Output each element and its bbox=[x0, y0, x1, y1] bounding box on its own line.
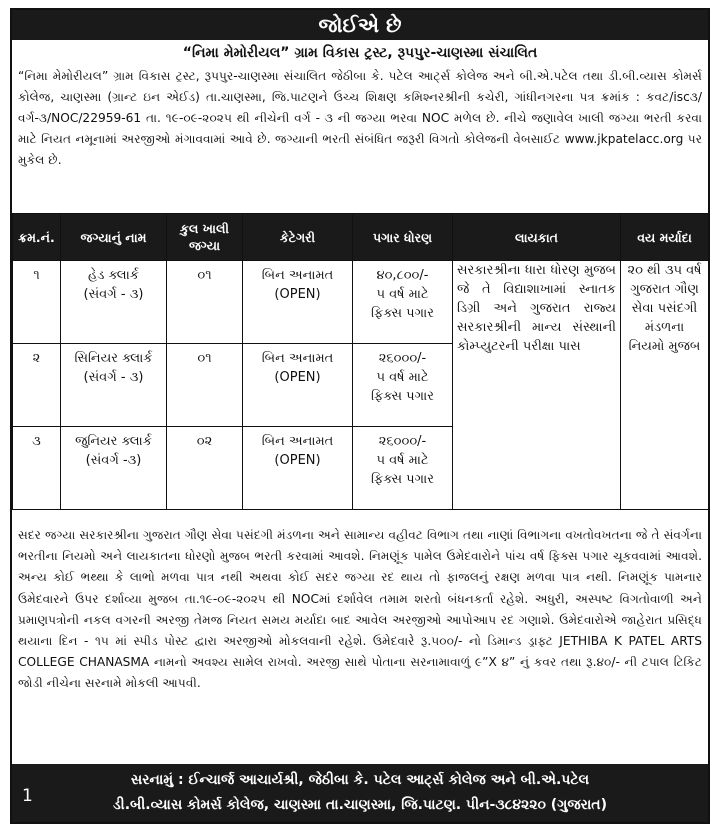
header-pay: પગાર ધોરણ bbox=[353, 214, 453, 261]
header-vacancy: કુલ ખાલી જગ્યા bbox=[167, 214, 243, 261]
pay-duration: ૫ વર્ષ માટે bbox=[376, 370, 429, 385]
row-vacancy: ૦૧ bbox=[167, 261, 243, 344]
row-post bbox=[61, 261, 167, 344]
pay-amount: ૪૦,૮૦૦/- bbox=[376, 268, 429, 283]
row-vacancy: ૦૨ bbox=[167, 427, 243, 510]
header-qualification: લાયકાત bbox=[453, 214, 621, 261]
category-en: (OPEN) bbox=[274, 453, 321, 468]
vacancy-table bbox=[12, 213, 709, 510]
row-post bbox=[61, 427, 167, 510]
intro-paragraph: “નિમા મેમોરીયલ” ગ્રામ વિકાસ ટ્રસ્ટ, રૂપપુર-ચાણસ્મા સંચાલિત જેઠીબા કે. પટેલ આર્ટ્સ કોલેજ અને બી.એ.પટેલ તથા ડી.બી.વ્યાસ કોમર્સ કોલેજ, ચાણસ્મા (ગ્રાન્ટ ઇન એઈડ) તા.ચાણસ્મા, જિ.પાટણને ઉચ્ચ શિક્ષણ કમિશ્નરશ્રીની કચેરી, ગાંધીનગરના પત્ર ક્રમાંક : કવટ/isc૩/વર્ગ-૩/NOC/22959-61 તા. ૧૯-૦૯-૨૦૨૫ થી નીચેની વર્ગ - ૩ ની જગ્યા ભરવા NOC મળેલ છે. નીચે જણાવેલ ખાલી જગ્યા ભરતી કરવા માટે નિયત નમૂનામાં અરજીઓ મંગાવવામાં આવે છે. જગ્યાની ભરતી સંબંધિત જરૂરી વિગતો કોલેજની વેબસાઈટ www.jkpatelacc.org પર મુકેલ છે. bbox=[18, 69, 702, 167]
table-row bbox=[13, 261, 709, 344]
table-header-row bbox=[13, 214, 709, 261]
banner-heading: જોઈએ છે bbox=[12, 10, 708, 40]
category-gu: બિન અનામત bbox=[261, 434, 334, 449]
post-cadre: (સંવર્ગ -૩) bbox=[85, 453, 142, 468]
pay-amount: ૨૬૦૦૦/- bbox=[378, 351, 427, 366]
header-category: કેટેગરી bbox=[243, 214, 353, 261]
post-name: જુનિયર ક્લાર્ક bbox=[75, 434, 152, 449]
post-name: સિનિયર ક્લાર્ક bbox=[74, 351, 153, 366]
row-pay bbox=[353, 344, 453, 427]
advertisement bbox=[10, 8, 710, 824]
row-serial: ૩ bbox=[13, 427, 61, 510]
row-category bbox=[243, 344, 353, 427]
page-number: 1 bbox=[22, 786, 33, 806]
category-en: (OPEN) bbox=[274, 287, 321, 302]
row-vacancy: ૦૧ bbox=[167, 344, 243, 427]
qualification-cell: સરકારશ્રીના ધારા ધોરણ મુજબ જે તે વિદ્યાશાખામાં સ્નાતક ડિગ્રી અને ગુજરાત રાજ્ય સરકારશ્રીની માન્ય સંસ્થાની કોમ્પ્યુટરની પરીક્ષા પાસ bbox=[453, 261, 621, 510]
row-pay bbox=[353, 261, 453, 344]
pay-amount: ૨૬૦૦૦/- bbox=[378, 434, 427, 449]
pay-duration: ૫ વર્ષ માટે bbox=[376, 453, 429, 468]
pay-type: ફિક્સ પગાર bbox=[371, 389, 434, 404]
header-age-limit: વય મર્યાદા bbox=[621, 214, 709, 261]
post-name: હેડ ક્લાર્ક bbox=[88, 268, 139, 283]
address-line-2: ડી.બી.વ્યાસ કોમર્સ કોલેજ, ચાણસ્મા તા.ચાણસ્મા, જિ.પાટણ. પીન-૩૮૪૨૨૦ (ગુજરાત) bbox=[113, 797, 607, 813]
row-category bbox=[243, 261, 353, 344]
category-gu: બિન અનામત bbox=[261, 351, 334, 366]
terms-paragraph: સદર જગ્યા સરકારશ્રીના ગુજરાત ગૌણ સેવા પસંદગી મંડળના અને સામાન્ય વહીવટ વિભાગ તથા નાણાં વિભાગના વખતોવખતના જે તે સંવર્ગના ભરતીના નિયમો અને લાયકાતના ધોરણો મુજબ ભરતી કરવામાં આવશે. નિમણૂંક પામેલ ઉમેદવારોને પાંચ વર્ષ ફિક્સ પગાર ચૂકવવામાં આવશે. અન્ય કોઈ ભથ્થા કે લાભો મળવા પાત્ર નથી અથવા કોઈ સદર જગ્યા રદ થાય તો ફાજલનું રક્ષણ મળવા પાત્ર નથી. નિમણૂંક પામનાર ઉમેદવારને ઉપર દર્શાવ્યા મુજબ તા.૧૯-૦૯-૨૦૨૫ થી NOCમાં દર્શાવેલ તમામ શરતો બંધનકર્તા રહેશે. અધુરી, અસ્પષ્ટ વિગતોવાળી અને પ્રમાણપત્રોની નકલ વગરની અરજી તેમજ નિયત સમય મર્યાદા બાદ આવેલ અરજીઓ આપોઆપ રદ ગણાશે. ઉમેદવારોએ જાહેરાત પ્રસિદ્ધ થયાના દિન - ૧૫ માં સ્પીડ પોસ્ટ દ્વારા અરજીઓ મોકલવાની રહેશે. ઉમેદવારે રૂ.૫૦૦/- નો ડિમાન્ડ ડ્રાફ્ટ JETHIBA K PATEL ARTS COLLEGE CHANASMA નામનો અવશ્ય સામેલ રાખવો. અરજી સાથે પોતાના સરનામાવાળું ૯”X ૪” નું કવર તથા રૂ.૪૦/- ની ટપાલ ટિકિટ જોડી નીચેના સરનામે મોકલી આપવી. bbox=[18, 528, 702, 691]
row-category bbox=[243, 427, 353, 510]
pay-duration: ૫ વર્ષ માટે bbox=[376, 287, 429, 302]
row-serial: ૧ bbox=[13, 261, 61, 344]
header-serial: ક્રમ.નં. bbox=[13, 214, 61, 261]
trust-heading: “નિમા મેમોરીયલ” ગ્રામ વિકાસ ટ્રસ્ટ, રૂપપુર-ચાણસ્મા સંચાલિત bbox=[182, 45, 538, 61]
age-limit-cell: ૨૦ થી ૩૫ વર્ષ ગુજરાત ગૌણ સેવા પસંદગી મંડળના નિયમો મુજબ bbox=[621, 261, 709, 510]
category-en: (OPEN) bbox=[274, 370, 321, 385]
category-gu: બિન અનામત bbox=[261, 268, 334, 283]
address-footer bbox=[12, 764, 708, 822]
row-post bbox=[61, 344, 167, 427]
pay-type: ફિક્સ પગાર bbox=[371, 472, 434, 487]
row-pay bbox=[353, 427, 453, 510]
post-cadre: (સંવર્ગ - ૩) bbox=[83, 287, 144, 302]
row-serial: ૨ bbox=[13, 344, 61, 427]
post-cadre: (સંવર્ગ - ૩) bbox=[83, 370, 144, 385]
address-line-1: સરનામું : ઈન્ચાર્જ આચાર્યશ્રી, જેઠીબા કે. પટેલ આર્ટ્સ કોલેજ અને બી.એ.પટેલ bbox=[130, 772, 590, 788]
header-post: જગ્યાનું નામ bbox=[61, 214, 167, 261]
pay-type: ફિક્સ પગાર bbox=[371, 306, 434, 321]
